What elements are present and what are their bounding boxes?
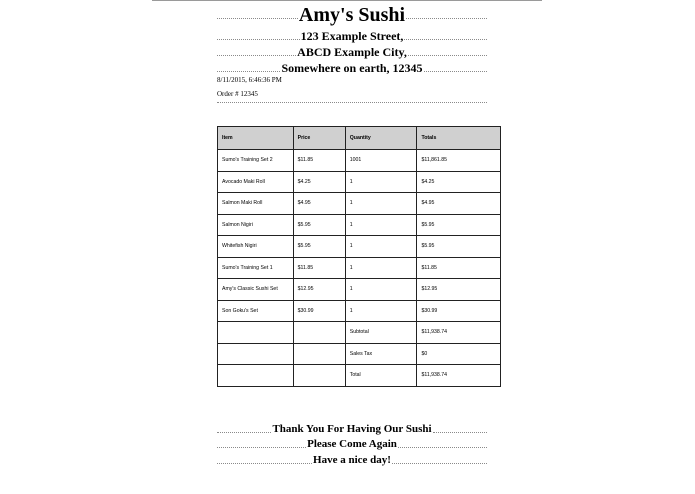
item-cell: Sumo's Training Set 2 bbox=[218, 150, 294, 172]
price-cell: $30.99 bbox=[293, 300, 345, 322]
address-line-3 bbox=[217, 60, 487, 76]
price-cell bbox=[293, 322, 345, 344]
totals-cell: $11,938.74 bbox=[417, 322, 501, 344]
summary-row bbox=[218, 365, 501, 387]
table-row bbox=[218, 214, 501, 236]
quantity-cell: 1 bbox=[345, 279, 417, 301]
order-number: Order # 12345 bbox=[217, 90, 258, 98]
order-table bbox=[217, 126, 501, 387]
table-header-row bbox=[218, 127, 501, 150]
price-cell bbox=[293, 365, 345, 387]
item-cell: Sumo's Training Set 1 bbox=[218, 257, 294, 279]
shop-name-line bbox=[217, 3, 487, 27]
quantity-cell: 1 bbox=[345, 171, 417, 193]
table-row bbox=[218, 300, 501, 322]
thank-you-text: Thank You For Having Our Sushi bbox=[272, 423, 432, 435]
column-header-totals: Totals bbox=[417, 127, 501, 150]
quantity-cell: 1 bbox=[345, 257, 417, 279]
quantity-cell: 1 bbox=[345, 214, 417, 236]
column-header-quantity: Quantity bbox=[345, 127, 417, 150]
item-cell: Amy's Classic Sushi Set bbox=[218, 279, 294, 301]
totals-cell: $4.95 bbox=[417, 193, 501, 215]
address-street: 123 Example Street, bbox=[300, 29, 404, 43]
quantity-cell: Total bbox=[345, 365, 417, 387]
price-cell bbox=[293, 343, 345, 365]
address-region: Somewhere on earth, 12345 bbox=[281, 61, 423, 75]
table-row bbox=[218, 171, 501, 193]
item-cell bbox=[218, 365, 294, 387]
quantity-cell: Subtotal bbox=[345, 322, 417, 344]
item-cell bbox=[218, 322, 294, 344]
table-row bbox=[218, 150, 501, 172]
totals-cell: $11.85 bbox=[417, 257, 501, 279]
top-border bbox=[152, 0, 542, 1]
quantity-cell: 1 bbox=[345, 193, 417, 215]
header-divider bbox=[217, 102, 487, 103]
item-cell: Salmon Maki Roll bbox=[218, 193, 294, 215]
totals-cell: $5.95 bbox=[417, 214, 501, 236]
footer-line-3 bbox=[217, 453, 487, 467]
quantity-cell: 1 bbox=[345, 236, 417, 258]
summary-row bbox=[218, 343, 501, 365]
item-cell: Whitefish Nigiri bbox=[218, 236, 294, 258]
totals-cell: $11,938.74 bbox=[417, 365, 501, 387]
price-cell: $5.95 bbox=[293, 214, 345, 236]
totals-cell: $30.99 bbox=[417, 300, 501, 322]
totals-cell: $0 bbox=[417, 343, 501, 365]
shop-name: Amy's Sushi bbox=[298, 4, 406, 26]
price-cell: $11.85 bbox=[293, 257, 345, 279]
nice-day-text: Have a nice day! bbox=[313, 454, 391, 466]
order-datetime: 8/11/2015, 6:46:36 PM bbox=[217, 76, 282, 84]
table-row bbox=[218, 236, 501, 258]
summary-row bbox=[218, 322, 501, 344]
table-row bbox=[218, 257, 501, 279]
totals-cell: $11,861.85 bbox=[417, 150, 501, 172]
come-again-text: Please Come Again bbox=[307, 438, 397, 450]
quantity-cell: Sales Tax bbox=[345, 343, 417, 365]
price-cell: $5.95 bbox=[293, 236, 345, 258]
column-header-item: Item bbox=[218, 127, 294, 150]
column-header-price: Price bbox=[293, 127, 345, 150]
price-cell: $11.85 bbox=[293, 150, 345, 172]
item-cell: Salmon Nigiri bbox=[218, 214, 294, 236]
footer-line-1 bbox=[217, 422, 487, 436]
quantity-cell: 1 bbox=[345, 300, 417, 322]
address-line-2 bbox=[217, 44, 487, 60]
table-row bbox=[218, 193, 501, 215]
totals-cell: $12.95 bbox=[417, 279, 501, 301]
item-cell: Son Goku's Set bbox=[218, 300, 294, 322]
address-line-1 bbox=[217, 28, 487, 44]
table-row bbox=[218, 279, 501, 301]
item-cell bbox=[218, 343, 294, 365]
price-cell: $12.95 bbox=[293, 279, 345, 301]
totals-cell: $5.95 bbox=[417, 236, 501, 258]
footer-line-2 bbox=[217, 437, 487, 451]
quantity-cell: 1001 bbox=[345, 150, 417, 172]
price-cell: $4.25 bbox=[293, 171, 345, 193]
item-cell: Avocado Maki Roll bbox=[218, 171, 294, 193]
address-city: ABCD Example City, bbox=[297, 45, 407, 59]
totals-cell: $4.25 bbox=[417, 171, 501, 193]
price-cell: $4.95 bbox=[293, 193, 345, 215]
